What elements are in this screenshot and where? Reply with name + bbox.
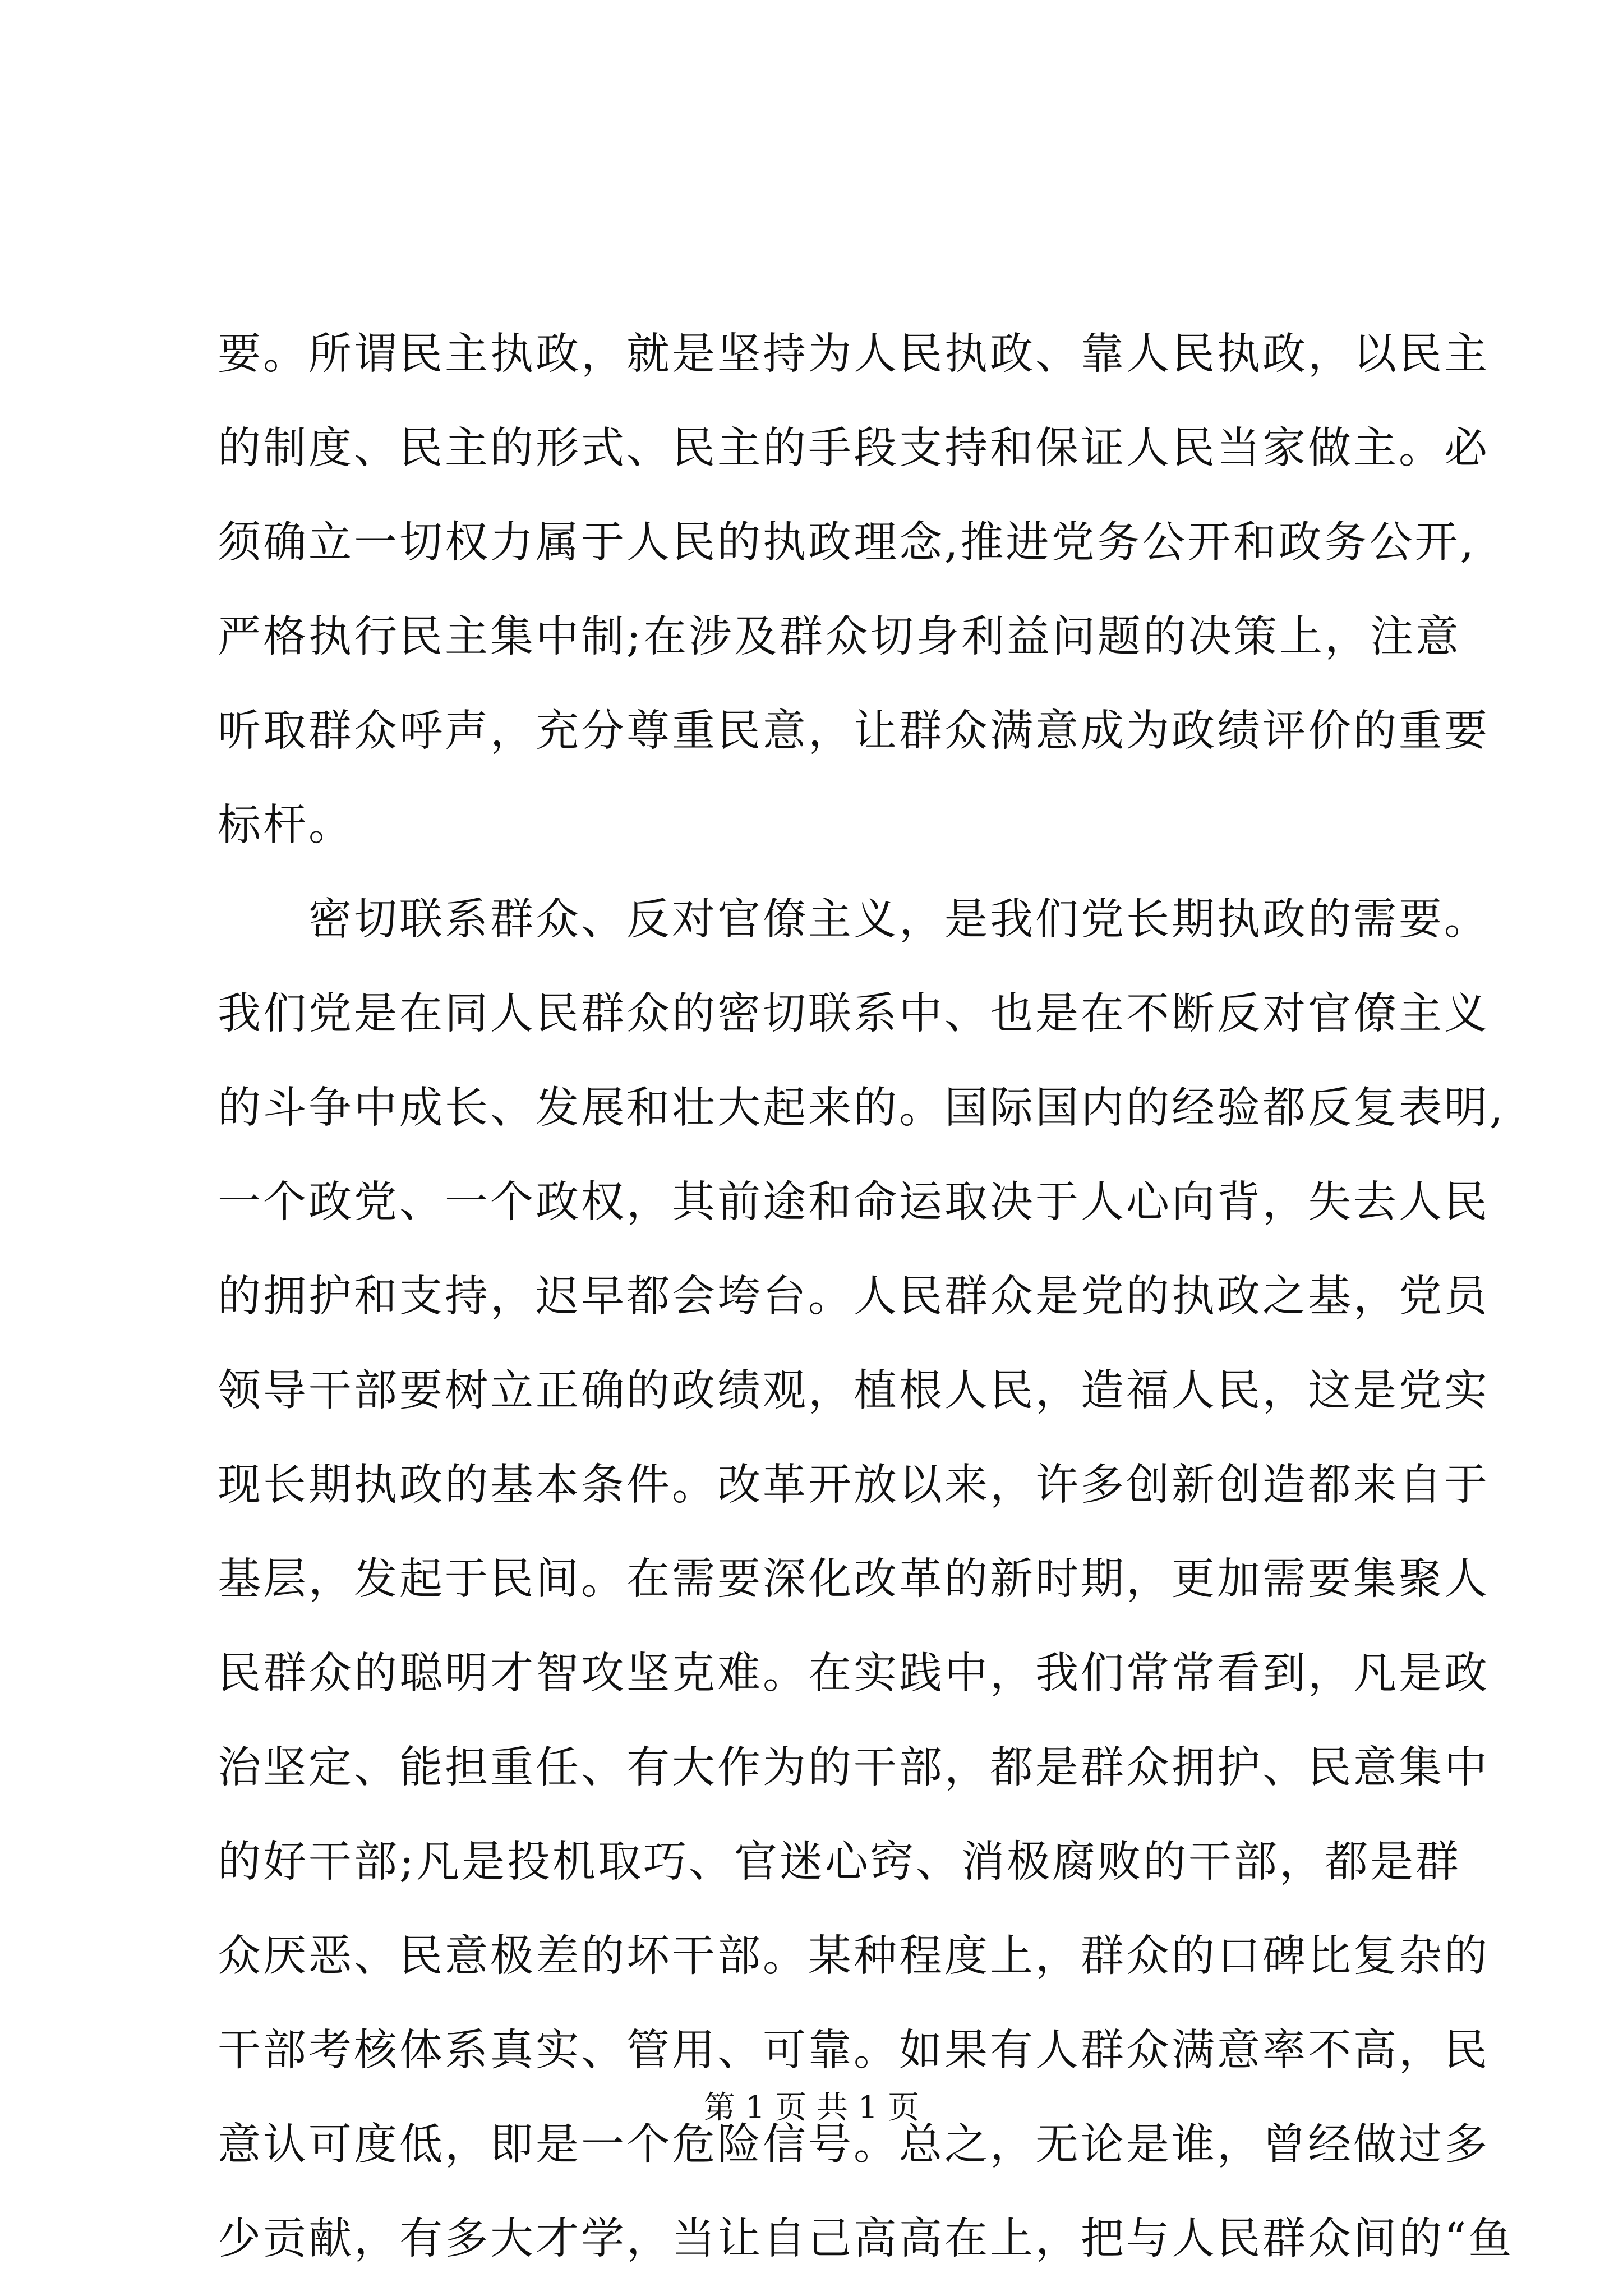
text-line: 要。所谓民主执政，就是坚持为人民执政、靠人民执政，以民主 (218, 329, 1490, 379)
text-line: 密切联系群众、反对官僚主义，是我们党长期执政的需要。 (218, 895, 1490, 945)
text-line: 的拥护和支持，迟早都会垮台。人民群众是党的执政之基，党员 (218, 1272, 1490, 1322)
page-number-footer: 第 1 页 共 1 页 (703, 2090, 920, 2126)
text-line: 须确立一切权力属于人民的执政理念,推进党务公开和政务公开, (218, 518, 1476, 568)
text-line: 现长期执政的基本条件。改革开放以来，许多创新创造都来自于 (218, 1460, 1490, 1510)
text-line: 听取群众呼声，充分尊重民意，让群众满意成为政绩评价的重要 (218, 706, 1490, 756)
body-text (218, 307, 1514, 2286)
text-line: 干部考核体系真实、管用、可靠。如果有人群众满意率不高，民 (218, 2026, 1490, 2076)
text-line: 基层，发起于民间。在需要深化改革的新时期，更加需要集聚人 (218, 1554, 1490, 1604)
text-line: 民群众的聪明才智攻坚克难。在实践中，我们常常看到，凡是政 (218, 1649, 1490, 1699)
text-line: 治坚定、能担重任、有大作为的干部，都是群众拥护、民意集中 (218, 1743, 1490, 1793)
text-line: 众厌恶、民意极差的坏干部。某种程度上，群众的口碑比复杂的 (218, 1931, 1490, 1981)
text-line: 严格执行民主集中制;在涉及群众切身利益问题的决策上，注意 (218, 612, 1461, 662)
text-line: 我们党是在同人民群众的密切联系中、也是在不断反对官僚主义 (218, 989, 1490, 1039)
text-line: 领导干部要树立正确的政绩观，植根人民，造福人民，这是党实 (218, 1366, 1490, 1416)
text-line: 标杆。 (218, 800, 354, 850)
text-line: 少贡献，有多大才学，当让自己高高在上，把与人民群众间的“鱼 (218, 2214, 1514, 2264)
text-line: 的制度、民主的形式、民主的手段支持和保证人民当家做主。必 (218, 424, 1490, 473)
text-line: 的斗争中成长、发展和壮大起来的。国际国内的经验都反复表明, (218, 1083, 1506, 1133)
text-line: 意认可度低，即是一个危险信号。总之，无论是谁，曾经做过多 (218, 2120, 1490, 2170)
text-line: 的好干部;凡是投机取巧、官迷心窍、消极腐败的干部，都是群 (218, 1837, 1461, 1887)
text-line: 一个政党、一个政权，其前途和命运取决于人心向背，失去人民 (218, 1177, 1490, 1227)
